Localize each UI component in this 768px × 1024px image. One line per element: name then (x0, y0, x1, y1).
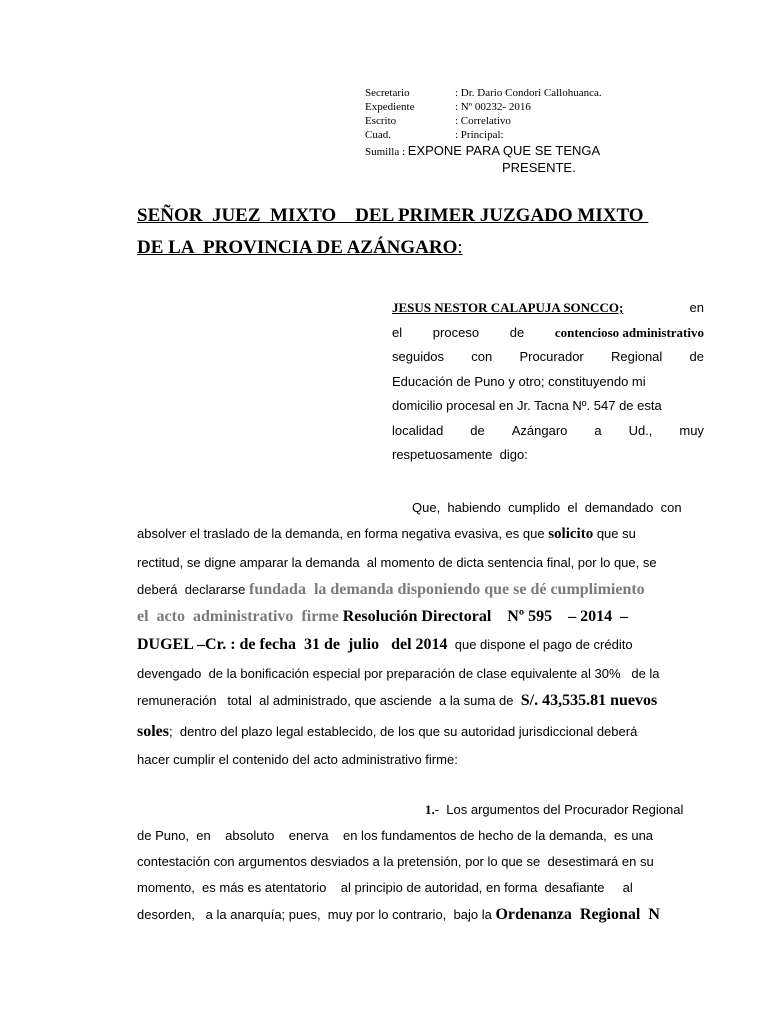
text-run: remuneración total al administrado, que asciende a la suma de (137, 693, 521, 708)
header-value: : Correlativo (455, 115, 511, 127)
party-text: Regional (610, 349, 663, 364)
party-line (392, 370, 704, 395)
sumilla-text: EXPONE PARA QUE SE TENGA (407, 143, 601, 158)
text-line (137, 692, 704, 710)
party-text: de (689, 349, 704, 364)
party-text: localidad (392, 422, 444, 438)
party-text: a (594, 422, 602, 438)
party-line (392, 321, 704, 346)
party-text: con (471, 349, 493, 364)
sumilla-key: Sumilla (365, 146, 400, 158)
header-row-secretario (365, 86, 602, 100)
text-run: - Los argumentos del Procurador Regional (434, 802, 684, 817)
text-line (137, 752, 704, 767)
text-line (137, 828, 704, 843)
header-row-escrito (365, 114, 602, 128)
header-value: : Dr. Dario Condori Callohuanca. (455, 87, 602, 99)
amount-cont: soles (137, 723, 169, 740)
text-line (137, 636, 704, 654)
text-highlight: fundada la demanda disponiendo que se dé cumplimiento (249, 581, 645, 598)
text-run: rectitud, se digne amparar la demanda al momento de dicta sentencia final, por lo que, se (137, 555, 657, 570)
text-bold: solicito (548, 526, 594, 542)
text-bold: Ordenanza Regional N (495, 906, 660, 923)
text-run: absolver el traslado de la demanda, en forma negativa evasiva, es que (137, 526, 549, 541)
header-key: Escrito (365, 115, 397, 127)
sumilla-sep: : (399, 146, 408, 158)
text-run: desorden, a la anarquía; pues, muy por lo contrario, bajo la (137, 907, 496, 922)
text-line (137, 906, 704, 924)
text-run: hacer cumplir el contenido del acto administrativo firme: (137, 752, 458, 767)
header-key: Cuad. (365, 129, 391, 141)
party-text: Procurador (519, 349, 584, 364)
party-text: en (689, 300, 704, 315)
text-run: contestación con argumentos desviados a la pretensión, por lo que se desestimará en su (137, 854, 654, 869)
header-row-cuad (365, 128, 602, 142)
amount: S/. 43,535.81 nuevos (520, 692, 658, 709)
party-line (392, 394, 704, 419)
addressee-title-text: DE LA PROVINCIA DE AZÁNGARO (137, 237, 458, 258)
party-text: respetuosamente digo: (392, 447, 528, 462)
text-run: de Puno, en absoluto enerva en los fundamentos de hecho de la demanda, es una (137, 828, 654, 843)
party-line (392, 296, 704, 321)
text-run: devengado de la bonificación especial por preparación de clase equivalente al 30% de la (137, 666, 660, 681)
text-line (137, 854, 704, 869)
header-key: Secretario (365, 87, 410, 99)
text-line (137, 880, 704, 895)
text-line (137, 526, 704, 543)
text-line (137, 500, 704, 515)
header-key: Expediente (365, 101, 415, 113)
process-type: contencioso administrativo (554, 324, 704, 340)
text-line (137, 666, 704, 681)
party-name: JESUS NESTOR CALAPUJA SONCCO; (392, 300, 624, 315)
text-bold: Resolución Directoral Nº 595 – 2014 – (342, 608, 629, 625)
text-line (137, 802, 704, 818)
addressee-title-line1: SEÑOR JUEZ MIXTO DEL PRIMER JUZGADO MIXTO (137, 205, 649, 226)
text-run: Que, habiendo cumplido el demandado con (412, 500, 682, 515)
text-run: ; dentro del plazo legal establecido, de los que su autoridad jurisdiccional deberá (169, 724, 638, 739)
party-text: el (392, 324, 403, 340)
case-header (365, 86, 602, 142)
text-line (137, 555, 704, 570)
party-text: Azángaro (511, 422, 568, 438)
party-text: domicilio procesal en Jr. Tacna Nº. 547 de esta (392, 398, 662, 413)
party-text: seguidos (392, 349, 445, 364)
sumilla-line (365, 143, 600, 158)
addressee-title-colon: : (457, 237, 463, 258)
party-text: muy (679, 422, 704, 438)
party-line (392, 345, 704, 370)
text-run: que dispone el pago de crédito (447, 637, 633, 652)
party-text: de (509, 324, 525, 340)
header-value: : Nº 00232- 2016 (455, 101, 531, 113)
addressee-title-line2 (137, 237, 463, 259)
text-line (137, 608, 704, 626)
party-text: Educación de Puno y otro; constituyendo mi (392, 373, 646, 389)
sumilla-text-cont: PRESENTE. (502, 160, 576, 175)
text-run: momento, es más es atentatorio al principio de autoridad, en forma desafiante al (137, 880, 633, 895)
text-run: deberá declararse (137, 582, 250, 597)
party-line (392, 443, 704, 468)
party-line (392, 419, 704, 444)
party-text: proceso (432, 324, 480, 340)
party-block (392, 296, 704, 468)
text-highlight: el acto administrativo firme (137, 608, 343, 625)
text-line (137, 581, 704, 599)
party-text: Ud., (628, 422, 653, 438)
header-value: : Principal: (455, 129, 504, 141)
header-row-expediente (365, 100, 602, 114)
text-line (137, 723, 704, 741)
text-bold: DUGEL –Cr. : de fecha 31 de julio del 2014 (137, 636, 448, 653)
party-text: de (470, 422, 485, 438)
item-number: 1. (425, 802, 435, 817)
text-run: que su (593, 526, 636, 541)
